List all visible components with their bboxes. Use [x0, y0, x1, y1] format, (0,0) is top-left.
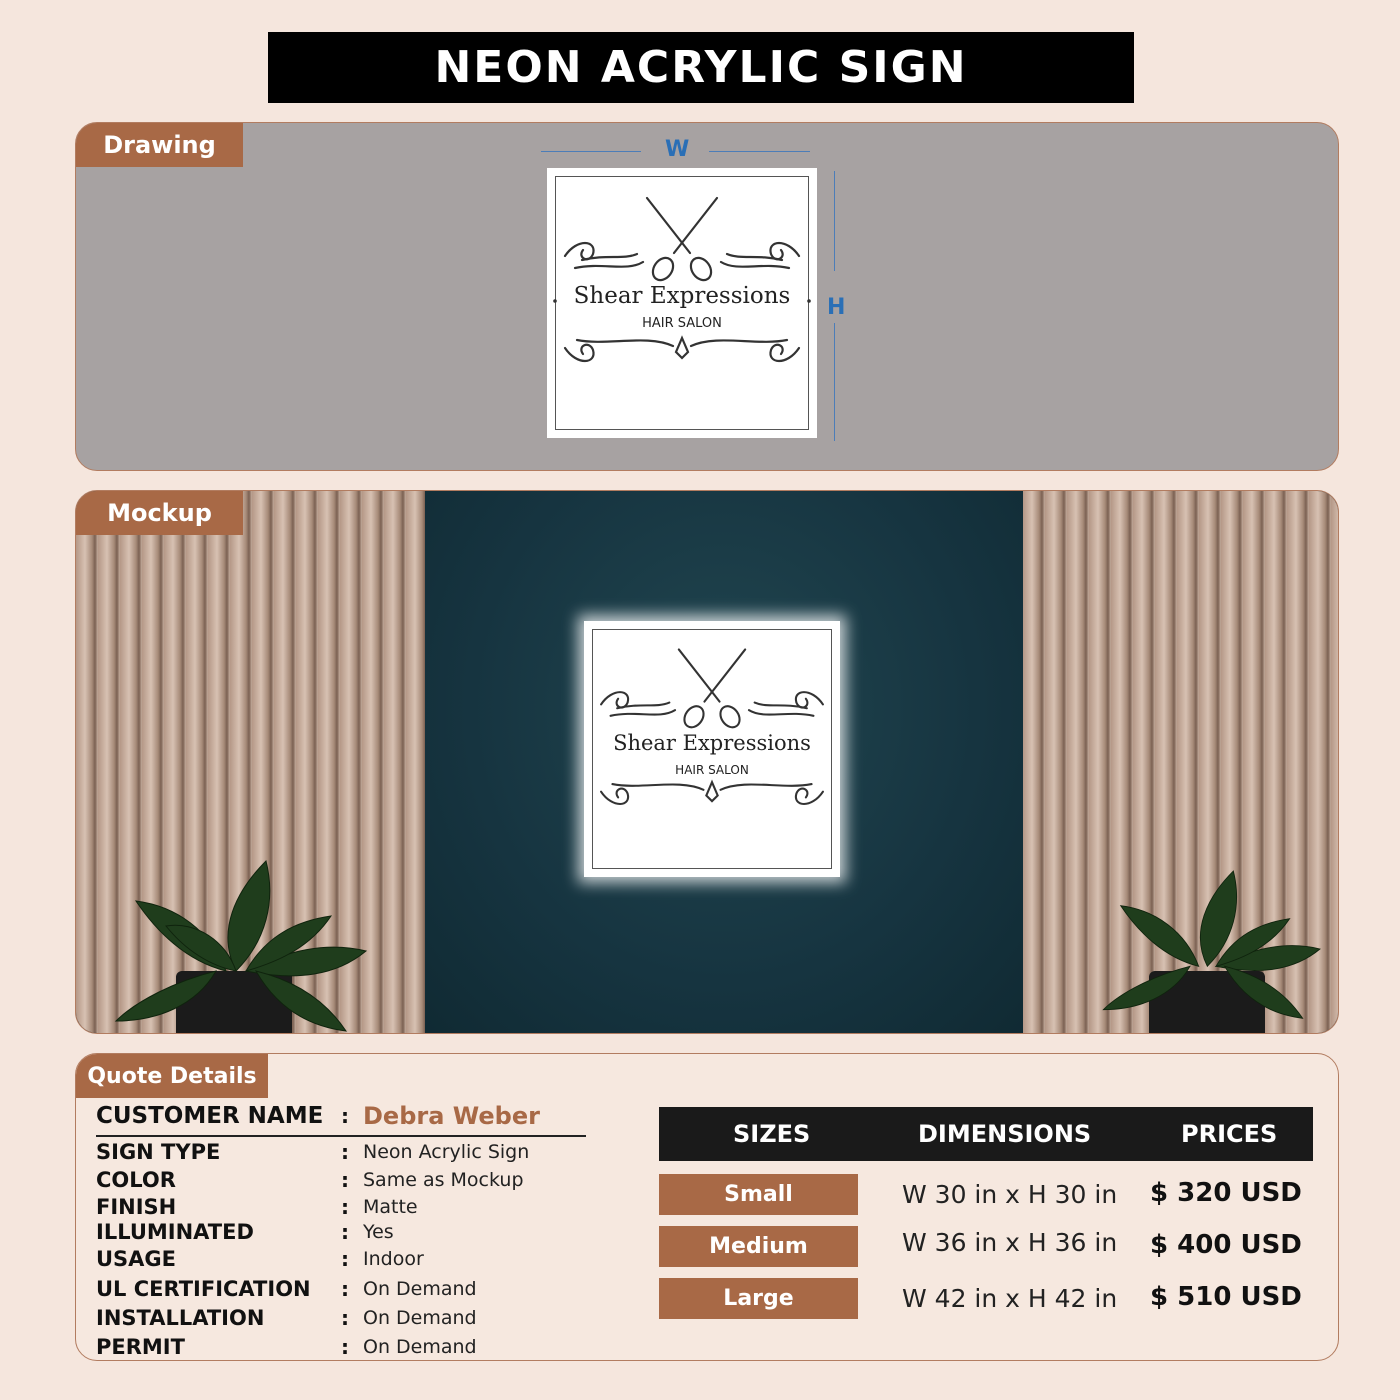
detail-value: Same as Mockup: [363, 1169, 524, 1191]
header-prices: PRICES: [1181, 1120, 1278, 1148]
detail-row-sign-type: [96, 1140, 616, 1164]
detail-label: INSTALLATION: [96, 1306, 265, 1330]
plant-leaves-right-icon: [1086, 821, 1339, 1034]
size-small-button[interactable]: Small: [659, 1174, 858, 1215]
width-label: W: [665, 137, 690, 162]
detail-row-installation: [96, 1306, 616, 1330]
detail-value: Neon Acrylic Sign: [363, 1141, 530, 1163]
customer-underline: [96, 1135, 586, 1137]
height-label: H: [827, 295, 846, 320]
detail-colon: :: [341, 1168, 349, 1192]
detail-colon: :: [341, 1140, 349, 1164]
height-dimension-line-bottom: [834, 323, 835, 441]
customer-colon: :: [341, 1104, 349, 1128]
header-dimensions: DIMENSIONS: [918, 1120, 1092, 1148]
detail-row-usage: [96, 1247, 616, 1271]
detail-colon: :: [341, 1195, 349, 1219]
height-dimension-line-top: [834, 171, 835, 271]
detail-colon: :: [341, 1335, 349, 1359]
detail-label: PERMIT: [96, 1335, 185, 1359]
dimensions-small: W 30 in x H 30 in: [902, 1180, 1118, 1209]
width-dimension-line-right: [709, 151, 810, 152]
drawing-tab: Drawing: [76, 123, 243, 167]
detail-label: COLOR: [96, 1168, 176, 1192]
dimensions-large: W 42 in x H 42 in: [902, 1284, 1118, 1313]
detail-label: ILLUMINATED: [96, 1220, 254, 1244]
size-medium-button[interactable]: Medium: [659, 1226, 858, 1267]
customer-name: Debra Weber: [363, 1102, 540, 1130]
detail-row-color: [96, 1168, 616, 1192]
page-title: NEON ACRYLIC SIGN: [434, 42, 968, 93]
customer-row: [96, 1102, 616, 1130]
mockup-tab: Mockup: [76, 491, 243, 535]
detail-row-ul-certification: [96, 1277, 616, 1301]
detail-colon: :: [341, 1306, 349, 1330]
page-title-bar: [268, 32, 1134, 103]
detail-colon: :: [341, 1247, 349, 1271]
size-large-button[interactable]: Large: [659, 1278, 858, 1319]
detail-row-finish: [96, 1195, 616, 1219]
quote-panel: [75, 1053, 1339, 1361]
detail-value: Matte: [363, 1196, 418, 1218]
detail-label: SIGN TYPE: [96, 1140, 221, 1164]
price-table-header: [659, 1107, 1313, 1161]
sign-subtitle: HAIR SALON: [642, 316, 722, 331]
detail-row-permit: [96, 1335, 616, 1359]
detail-row-illuminated: [96, 1220, 616, 1244]
detail-colon: :: [341, 1220, 349, 1244]
sign-mockup-subtitle: HAIR SALON: [675, 763, 749, 777]
detail-colon: :: [341, 1277, 349, 1301]
customer-label: CUSTOMER NAME: [96, 1103, 324, 1129]
mockup-panel: [75, 490, 1339, 1034]
detail-value: Indoor: [363, 1248, 424, 1270]
detail-value: On Demand: [363, 1336, 477, 1358]
sign-mockup-name: Shear Expressions: [613, 731, 811, 755]
detail-label: UL CERTIFICATION: [96, 1277, 311, 1301]
detail-value: Yes: [363, 1221, 394, 1243]
quote-tab: Quote Details: [76, 1054, 268, 1098]
plant-leaves-left-icon: [96, 821, 396, 1034]
detail-value: On Demand: [363, 1278, 477, 1300]
drawing-panel: [75, 122, 1339, 471]
price-large: $ 510 USD: [1150, 1282, 1302, 1312]
sign-drawing: [547, 168, 817, 438]
sign-name: Shear Expressions: [573, 283, 791, 309]
detail-label: FINISH: [96, 1195, 177, 1219]
sign-mockup: [584, 621, 840, 877]
price-small: $ 320 USD: [1150, 1178, 1302, 1208]
price-medium: $ 400 USD: [1150, 1230, 1302, 1260]
detail-value: On Demand: [363, 1307, 477, 1329]
width-dimension-line-left: [541, 151, 641, 152]
detail-label: USAGE: [96, 1247, 177, 1271]
dimensions-medium: W 36 in x H 36 in: [902, 1228, 1118, 1257]
header-sizes: SIZES: [733, 1120, 811, 1148]
